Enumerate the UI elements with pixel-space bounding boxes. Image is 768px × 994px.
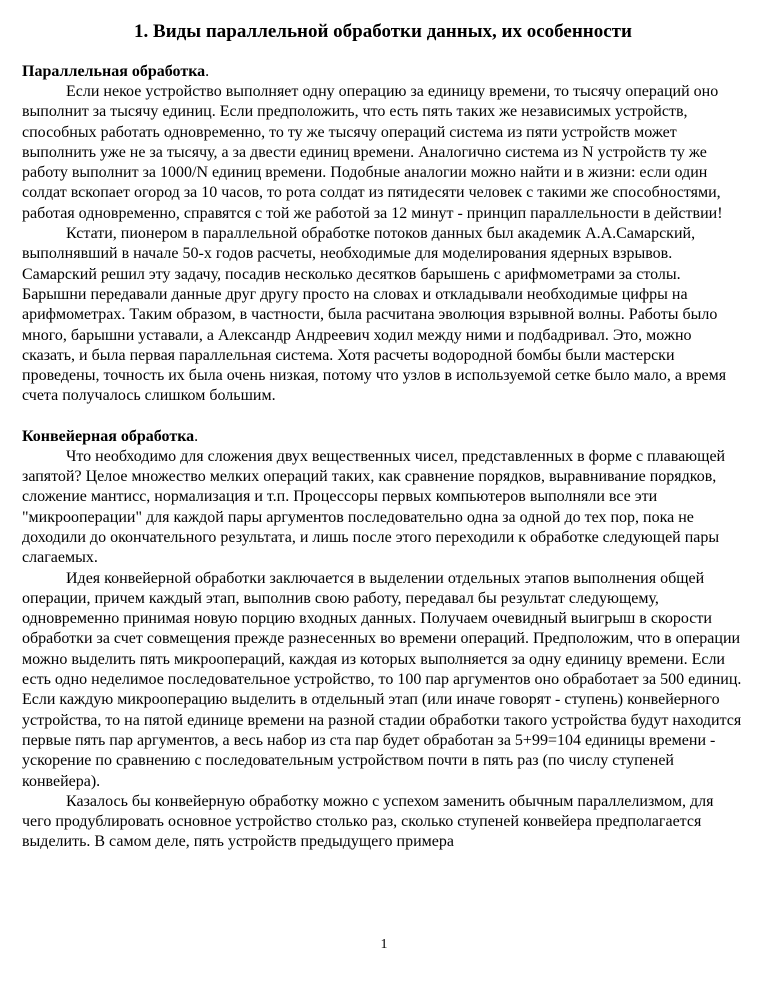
section-heading-text: Параллельная обработка [22,63,206,80]
paragraph: Если некое устройство выполняет одну операцию за единицу времени, то тысячу операций оно выполнит за тысячу единиц. Если предположить, что есть пять таких же независимых устройств, способных работать одновременно, то ту же тысячу операций система из пяти устройств может выполнить уже не за тысячу, а за двести единиц времени. Аналогично система из N устройств ту же работу выполнит за 1000/N единиц времени. Подобные аналогии можно найти и в жизни: если один солдат вскопает огород за 10 часов, то рота солдат из пятидесяти человек с такими же способностями, работая одновременно, справятся с той же работой за 12 минут - принцип параллельности в действии! [22,83,723,222]
section-heading [22,427,744,447]
section-heading-suffix: . [205,63,210,80]
page-number: 1 [380,937,388,952]
section-parallel-processing [22,62,744,407]
paragraph: Кстати, пионером в параллельной обработке потоков данных был академик А.А.Самарский, выполнявший в начале 50-х годов расчеты, необходимые для моделирования ядерных взрывов. Самарский решил эту задачу, посадив несколько десятков барышень с арифмометрами за столы. Барышни передавали данные друг другу просто на словах и откладывали необходимые цифры на арифмометрах. Таким образом, в частности, была расчитана эволюция взрывной волны. Работы было много, барышни уставали, а Александр Андреевич ходил между ними и подбадривал. Это, можно сказать, и была первая параллельная система. Хотя расчеты водородной бомбы были мастерски проведены, точность их была очень низкая, потому что узлов в используемой сетке было мало, а время счета получалось слишком большим. [22,225,727,405]
paragraph: Казалось бы конвейерную обработку можно с успехом заменить обычным параллелизмом, для чего продублировать основное устройство столько раз, сколько ступеней конвейера предполагается выделить. В самом деле, пять устройств предыдущего примера [22,792,714,851]
paragraph: Идея конвейерной обработки заключается в выделении отдельных этапов выполнения общей операции, причем каждый этап, выполнив свою работу, передавал бы результат следующему, одновременно принимая новую порцию входных данных. Получаем очевидный выигрыш в скорости обработки за счет совмещения прежде разнесенных во времени операций. Предположим, что в операции можно выделить пять микроопераций, каждая из которых выполняется за одну единицу времени. Если есть одно неделимое последовательное устройство, то 100 пар аргументов оно обработает за 500 единиц. Если каждую микрооперацию выделить в отдельный этап (или иначе говорят - ступень) конвейерного устройства, то на пятой единице времени на разной стадии обработки такого устройства будут находится первые пять пар аргументов, а весь набор из ста пар будет обработан за 5+99=104 единицы времени - ускорение по сравнению с последовательным устройством почти в пять раз (по числу ступеней конвейера). [22,569,742,790]
section-heading-text: Конвейерная обработка [22,427,195,445]
section-heading-suffix: . [194,427,199,445]
paragraph: Что необходимо для сложения двух вещественных чисел, представленных в форме с плавающей запятой? Целое множество мелких операций таких, как сравнение порядков, выравнивание порядков, сложение мантисс, нормализация и т.п. Процессоры первых компьютеров выполняли все эти "микрооперации" для каждой пары аргументов последовательно одна за одной до тех пор, пока не доходили до окончательного результата, и лишь после этого переходили к обработке следующей пары слагаемых. [22,447,726,567]
section-heading [22,62,744,82]
document-title: 1. Виды параллельной обработки данных, их особенности [134,21,632,42]
document-page [22,20,744,853]
section-pipeline-processing [22,427,744,853]
blank-line [22,407,744,427]
